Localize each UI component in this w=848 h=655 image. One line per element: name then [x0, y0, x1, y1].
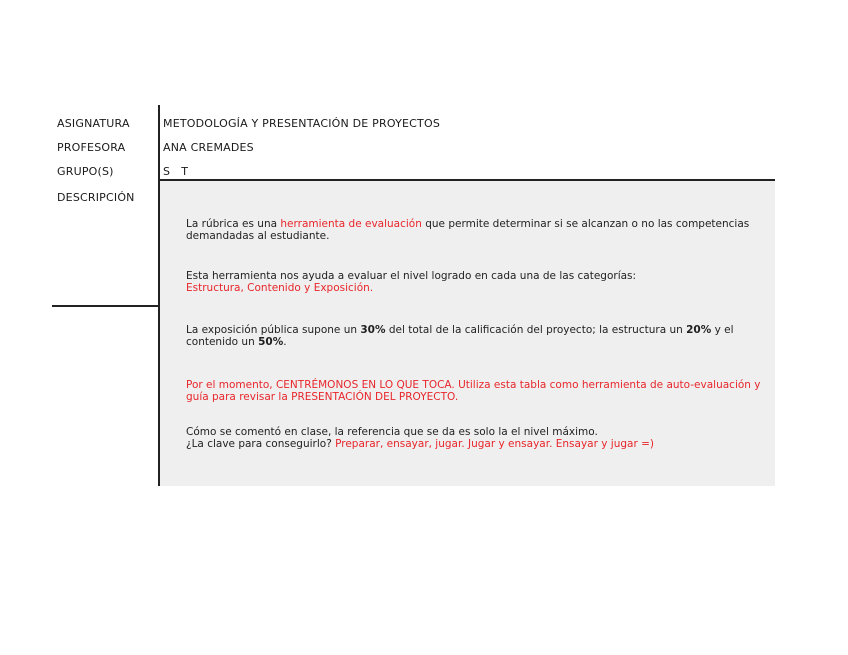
p2-highlight: Estructura, Contenido y Exposición.	[186, 282, 374, 294]
p1-text-c: que permite determinar si se alcanzan o no las competencias demandadas al estudiante.	[186, 218, 750, 242]
vertical-divider	[158, 105, 160, 486]
description-paragraph-4: Por el momento, CENTRÉMONOS EN LO QUE TOCA. Utiliza esta tabla como herramienta de auto-evaluación y guía para revisar la PRESENTACIÓN DEL PROYECTO.	[186, 379, 761, 403]
label-asignatura: ASIGNATURA	[57, 117, 130, 130]
label-descripcion: DESCRIPCIÓN	[57, 191, 135, 204]
description-paragraph-3	[186, 324, 766, 348]
p1-highlight: herramienta de evaluación	[280, 218, 422, 230]
p3-text-e: y el contenido un	[186, 324, 734, 348]
label-grupos: GRUPO(S)	[57, 165, 114, 178]
p3-text-a: La exposición pública supone un	[186, 324, 361, 336]
description-paragraph-5	[186, 426, 766, 450]
value-profesora: ANA CREMADES	[163, 141, 254, 154]
label-profesora: PROFESORA	[57, 141, 126, 154]
p3-percent-estructura: 20%	[686, 324, 712, 336]
horizontal-divider-left	[52, 305, 159, 307]
p2-text-a: Esta herramienta nos ayuda a evaluar el nivel logrado en cada una de las categorías:	[186, 270, 637, 282]
horizontal-divider-top	[160, 179, 775, 181]
value-grupos: S T	[163, 165, 189, 178]
description-paragraph-1	[186, 218, 766, 242]
value-asignatura: METODOLOGÍA Y PRESENTACIÓN DE PROYECTOS	[163, 117, 440, 130]
p3-text-g: .	[283, 336, 287, 348]
p3-percent-exposicion: 30%	[360, 324, 386, 336]
p1-text-a: La rúbrica es una	[186, 218, 281, 230]
description-paragraph-2	[186, 270, 766, 294]
p3-text-c: del total de la calificación del proyecto; la estructura un	[385, 324, 687, 336]
p5-line-2	[186, 438, 766, 450]
p3-percent-contenido: 50%	[258, 336, 284, 348]
p5-highlight: Preparar, ensayar, jugar. Jugar y ensayar. Ensayar y jugar =)	[335, 438, 655, 450]
p5-text-b: ¿La clave para conseguirlo?	[186, 438, 336, 450]
p5-text-a: Cómo se comentó en clase, la referencia que se da es solo la el nivel máximo.	[186, 426, 598, 438]
